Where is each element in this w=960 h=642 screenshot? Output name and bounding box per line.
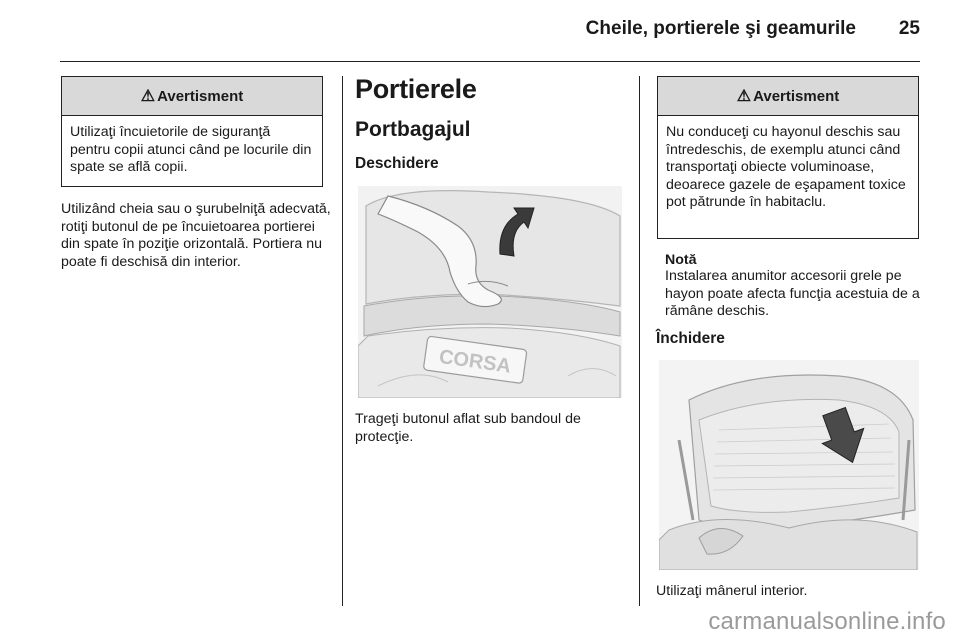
warning-text: Utilizaţi încuietorile de siguranţă pentru copii atunci când pe locurile din spate se află copii. — [70, 124, 312, 176]
warning-title: Avertisment — [157, 87, 244, 105]
warning-box-child-locks — [61, 76, 323, 187]
section-title-inchidere: Închidere — [656, 330, 725, 347]
tailgate-opening-illustration — [358, 186, 622, 398]
warning-text: Nu conduceţi cu hayonul deschis sau întredeschis, de exemplu atunci când transportaţi obiecte voluminoase, deoarece gazele de eşapament toxice pot pătrunde în habitaclu. — [666, 124, 906, 211]
closing-caption: Utilizaţi mânerul interior. — [656, 583, 808, 599]
warning-title: Avertisment — [753, 87, 840, 105]
section-heading-portierele: Portierele — [355, 74, 477, 104]
tailgate-closing-drawing — [659, 360, 919, 570]
column-divider-2 — [639, 76, 640, 606]
child-lock-paragraph: Utilizând cheia sau o şurubelniţă adecvată, rotiţi butonul de pe încuietoarea portierei din spate în poziţie orizontală. Portiera nu poate fi deschisă din interior. — [61, 201, 331, 270]
corsa-badge-text: CORSA — [437, 345, 513, 378]
note-text: Instalarea anumitor accesorii grele pe hayon poate afecta funcţia acestuia de a rămâne deschis. — [665, 268, 920, 320]
warning-box-header — [658, 77, 918, 116]
watermark: carmanualsonline.info — [708, 608, 946, 635]
opening-caption: Trageţi butonul aflat sub bandoul de protecţie. — [355, 411, 581, 445]
page-header-title: Cheile, portierele şi geamurile — [585, 18, 856, 39]
page-number: 25 — [898, 18, 920, 39]
tailgate-closing-illustration — [659, 360, 919, 570]
section-title-deschidere: Deschidere — [355, 155, 439, 172]
warning-box-header — [62, 77, 322, 116]
warning-triangle-icon: ⚠ — [140, 88, 156, 105]
warning-triangle-icon: ⚠ — [736, 88, 752, 105]
tailgate-handle-drawing — [358, 186, 622, 398]
subheading-portbagajul: Portbagajul — [355, 118, 471, 141]
warning-box-driving-open — [657, 76, 919, 239]
note-title: Notă — [665, 252, 697, 268]
column-divider-1 — [342, 76, 343, 606]
header-rule — [60, 61, 920, 62]
